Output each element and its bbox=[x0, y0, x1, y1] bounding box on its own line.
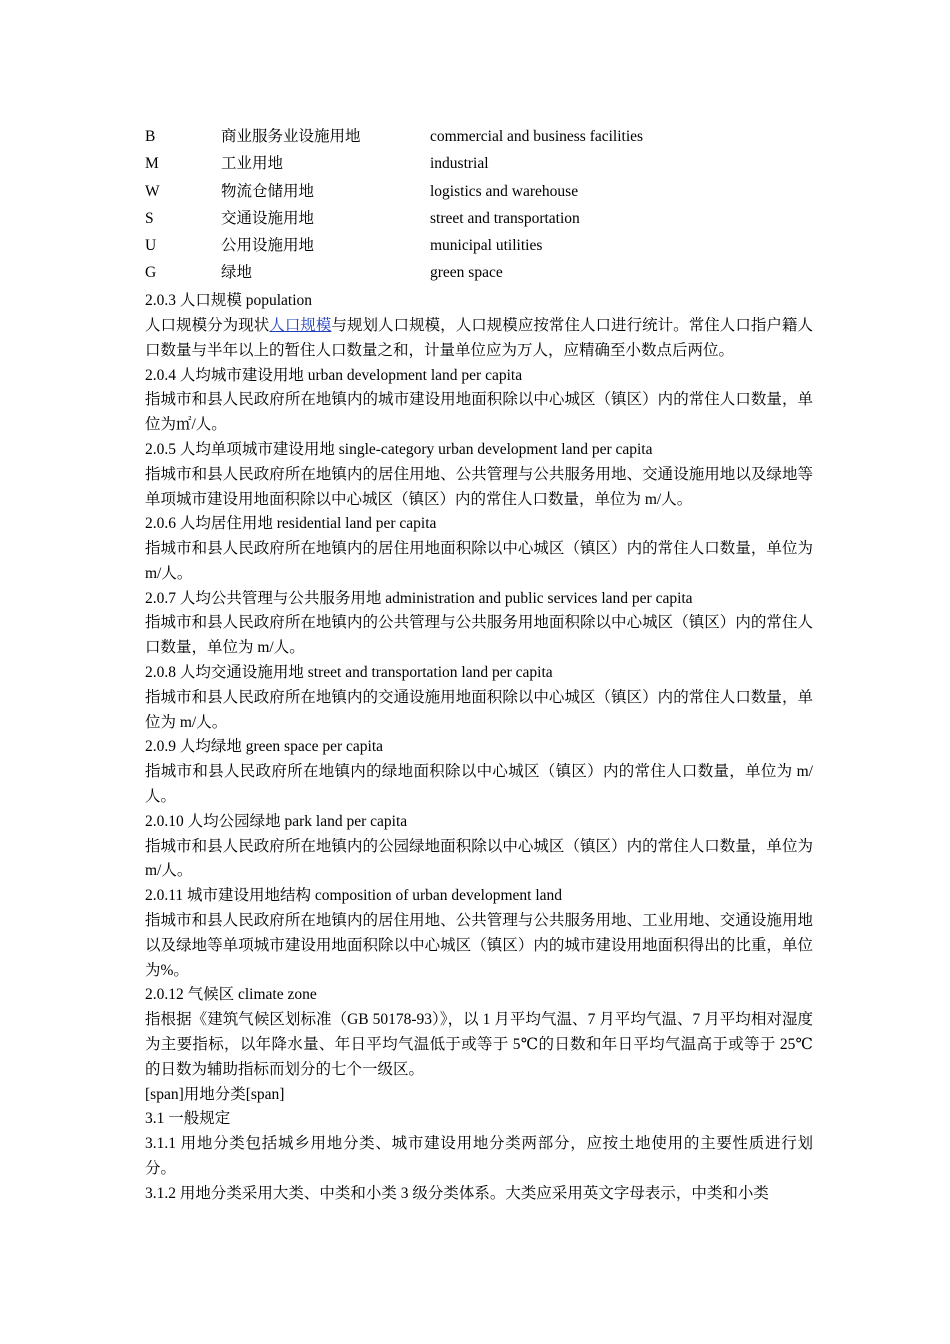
land-name-cn: 物流仓储用地 bbox=[221, 182, 315, 200]
land-code: U bbox=[145, 236, 157, 254]
section-heading-2-0-7: 2.0.7 人均公共管理与公共服务用地 administration and public services land per capita bbox=[145, 589, 693, 607]
land-code: G bbox=[145, 264, 157, 282]
land-code: W bbox=[145, 182, 160, 200]
body-text: 人口规模分为现状 bbox=[145, 316, 270, 334]
section-heading-2-0-10: 2.0.10 人均公园绿地 park land per capita bbox=[145, 812, 408, 830]
land-code: M bbox=[145, 155, 159, 173]
section-heading-2-0-4: 2.0.4 人均城市建设用地 urban development land per capita bbox=[145, 366, 523, 384]
section-body-2-0-10: 指城市和县人民政府所在地镇内的公园绿地面积除以中心城区（镇区）内的常住人口数量，单位为 m/人。 bbox=[145, 837, 813, 880]
section-body-2-0-11: 指城市和县人民政府所在地镇内的居住用地、公共管理与公共服务用地、工业用地、交通设施用地以及绿地等单项城市建设用地面积除以中心城区（镇区）内的城市建设用地面积得出的比重，单位为%。 bbox=[145, 912, 813, 979]
document-body bbox=[145, 124, 813, 1207]
land-code-table bbox=[145, 124, 813, 287]
land-name-cn: 商业服务业设施用地 bbox=[221, 128, 361, 146]
land-code: B bbox=[145, 128, 156, 146]
land-name-cn: 工业用地 bbox=[221, 155, 284, 173]
population-scale-link[interactable]: 人口规模 bbox=[269, 316, 332, 334]
table-row bbox=[145, 206, 813, 233]
section-body-2-0-7: 指城市和县人民政府所在地镇内的公共管理与公共服务用地面积除以中心城区（镇区）内的常住人口数量，单位为 m/人。 bbox=[145, 614, 813, 657]
section-heading-2-0-6: 2.0.6 人均居住用地 residential land per capita bbox=[145, 515, 437, 533]
land-name-en: commercial and business facilities bbox=[430, 128, 644, 146]
table-row bbox=[145, 124, 813, 151]
section-heading-2-0-9: 2.0.9 人均绿地 green space per capita bbox=[145, 738, 384, 756]
table-row bbox=[145, 178, 813, 205]
land-name-en: industrial bbox=[430, 155, 489, 173]
land-name-en: street and transportation bbox=[430, 209, 580, 227]
clause-3-1-2: 3.1.2 用地分类采用大类、中类和小类 3 级分类体系。大类应采用英文字母表示，中类和小类 bbox=[145, 1184, 769, 1202]
land-name-cn: 绿地 bbox=[221, 264, 253, 282]
land-name-en: logistics and warehouse bbox=[430, 182, 579, 200]
section-body-2-0-3 bbox=[145, 314, 813, 364]
section-body-2-0-12: 指根据《建筑气候区划标准（GB 50178-93）》，以 1 月平均气温、7 月平均气温、7 月平均相对湿度为主要指标，以年降水量、年日平均气温低于或等于 5℃的日数和年日平均气温高于或等于 25℃的日数为辅助指标而划分的七个一级区。 bbox=[145, 1011, 813, 1078]
clause-3-1-1: 3.1.1 用地分类包括城乡用地分类、城市建设用地分类两部分，应按土地使用的主要性质进行划分。 bbox=[145, 1135, 813, 1178]
land-name-cn: 交通设施用地 bbox=[221, 209, 315, 227]
table-row bbox=[145, 260, 813, 287]
section-heading-2-0-5: 2.0.5 人均单项城市建设用地 single-category urban development land per capita bbox=[145, 440, 653, 458]
section-heading-2-0-12: 2.0.12 气候区 climate zone bbox=[145, 986, 317, 1004]
section-body-2-0-4: 指城市和县人民政府所在地镇内的城市建设用地面积除以中心城区（镇区）内的常住人口数量，单位为㎡/人。 bbox=[145, 391, 813, 434]
land-name-en: municipal utilities bbox=[430, 236, 543, 254]
land-code: S bbox=[145, 209, 154, 227]
land-name-en: green space bbox=[430, 264, 503, 282]
section-body-2-0-5: 指城市和县人民政府所在地镇内的居住用地、公共管理与公共服务用地、交通设施用地以及绿地等单项城市建设用地面积除以中心城区（镇区）内的常住人口数量，单位为 m/人。 bbox=[145, 465, 813, 508]
table-row bbox=[145, 233, 813, 260]
body-text: 与规划人口规模，人口规模应按常住人口进行统计。常住人口指户籍人口数量与半年以上的暂住人口数量之和，计量单位应为万人，应精确至小数点后两位。 bbox=[145, 316, 813, 359]
section-heading-2-0-3: 2.0.3 人口规模 population bbox=[145, 292, 313, 310]
section-body-2-0-9: 指城市和县人民政府所在地镇内的绿地面积除以中心城区（镇区）内的常住人口数量，单位为 m/人。 bbox=[145, 763, 813, 806]
land-name-cn: 公用设施用地 bbox=[221, 236, 315, 254]
section-body-2-0-6: 指城市和县人民政府所在地镇内的居住用地面积除以中心城区（镇区）内的常住人口数量，单位为 m/人。 bbox=[145, 540, 813, 582]
section-heading-2-0-11: 2.0.11 城市建设用地结构 composition of urban development land bbox=[145, 887, 563, 905]
section-body-2-0-8: 指城市和县人民政府所在地镇内的交通设施用地面积除以中心城区（镇区）内的常住人口数量，单位为 m/人。 bbox=[145, 688, 813, 731]
section-heading-2-0-8: 2.0.8 人均交通设施用地 street and transportation land per capita bbox=[145, 664, 553, 682]
chapter-title: [span]用地分类[span] bbox=[145, 1085, 285, 1103]
table-row bbox=[145, 151, 813, 178]
section-heading-3-1: 3.1 一般规定 bbox=[145, 1110, 231, 1128]
